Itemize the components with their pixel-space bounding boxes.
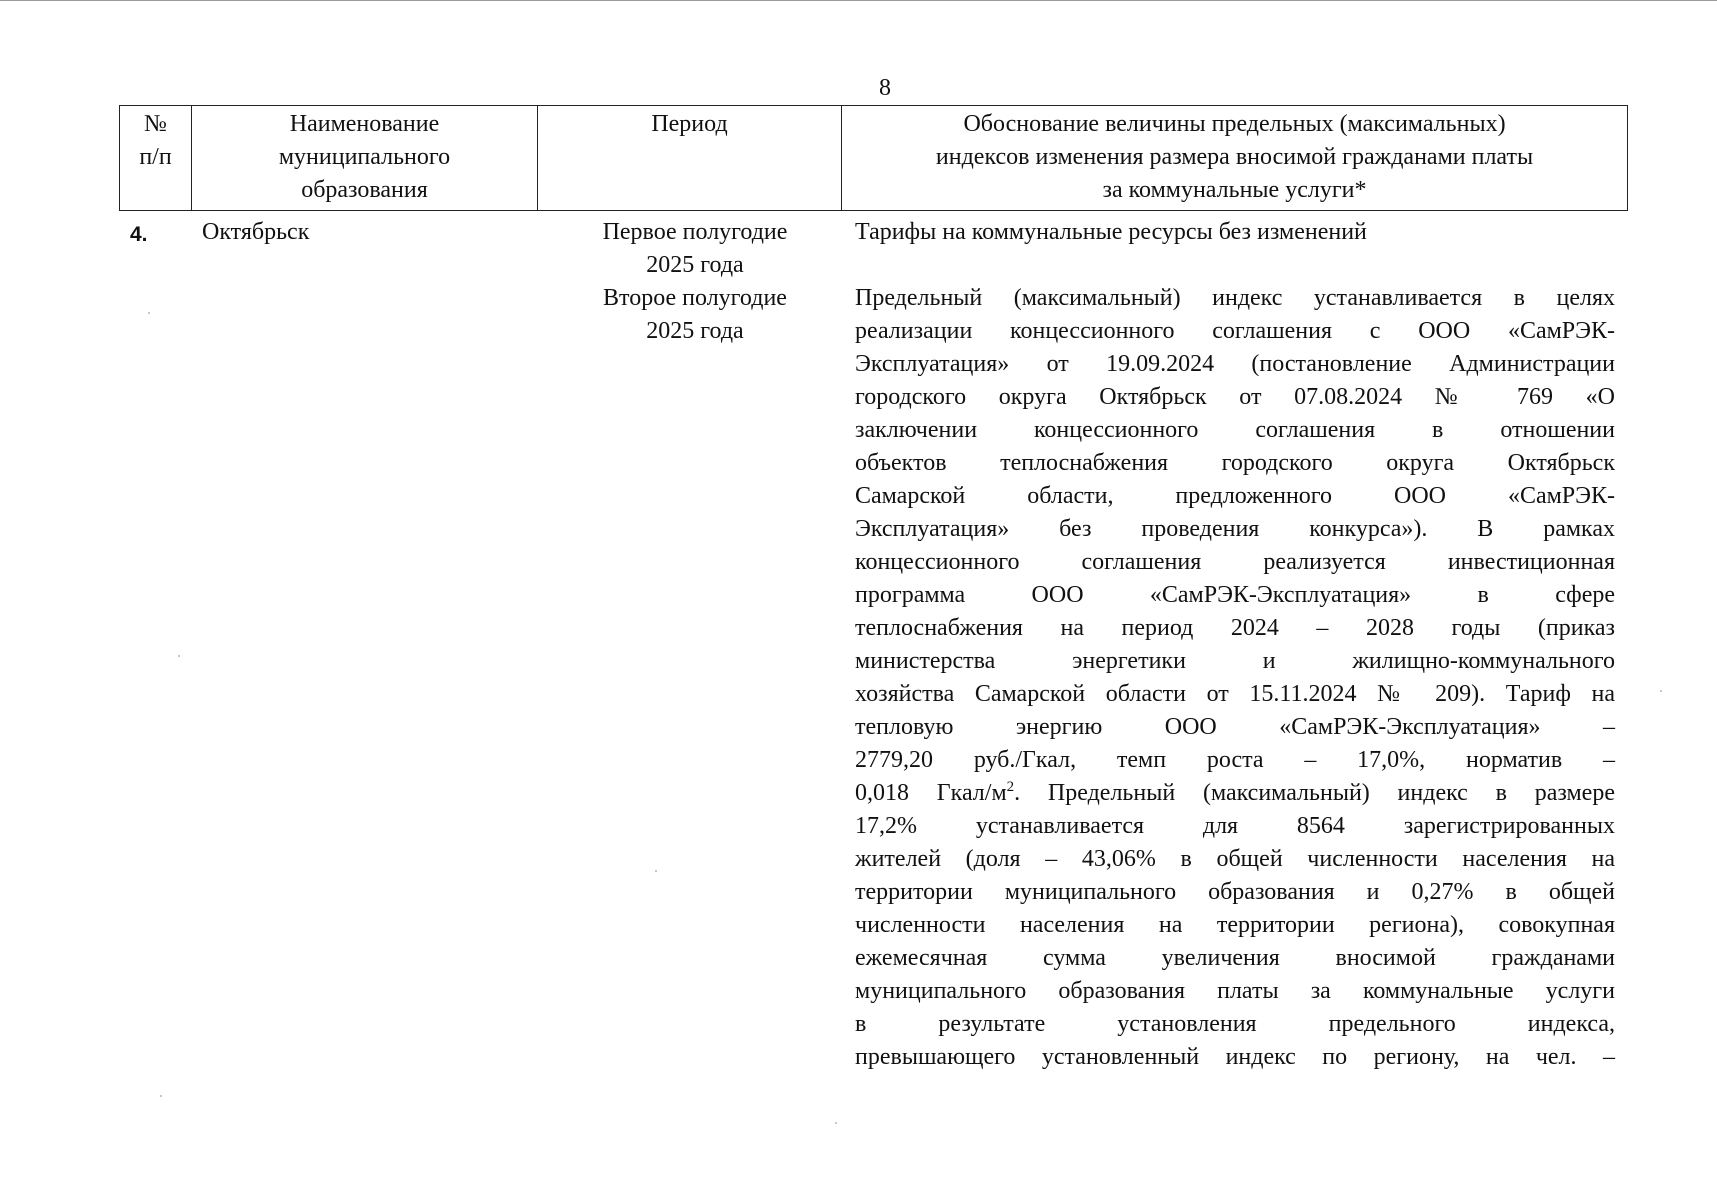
justification-line: территории муниципального образования и 0,27% в общей xyxy=(855,879,1615,905)
justification-line: превышающего установленный индекс по региону, на чел. – xyxy=(855,1044,1615,1070)
justification-line: хозяйства Самарской области от 15.11.2024 № 209). Тариф на xyxy=(855,681,1615,707)
justification-line: Самарской области, предложенного ООО «СамРЭК- xyxy=(855,483,1615,509)
justification-line: тепловую энергию ООО «СамРЭК-Эксплуатация» – xyxy=(855,714,1615,740)
justification-line: муниципального образования платы за коммунальные услуги xyxy=(855,978,1615,1004)
header-municipality-line: образования xyxy=(301,177,428,203)
scan-speck xyxy=(835,1122,837,1124)
justification-line: в результате установления предельного индекса, xyxy=(855,1011,1615,1037)
justification-line: Эксплуатация» от 19.09.2024 (постановление Администрации xyxy=(855,351,1615,377)
period-line: Второе полугодие xyxy=(603,285,787,311)
justification-line: теплоснабжения на период 2024 – 2028 годы (приказ xyxy=(855,615,1615,641)
header-row xyxy=(120,106,1628,211)
justification-sup-before: 0,018 Гкал/м xyxy=(855,780,1007,806)
row-municipality: Октябрьск xyxy=(202,219,310,245)
scan-speck xyxy=(148,312,150,314)
period-line: 2025 года xyxy=(646,318,744,344)
page-number: 8 xyxy=(879,75,891,101)
header-justification xyxy=(842,106,1628,211)
justification-line: Предельный (максимальный) индекс устанавливается в целях xyxy=(855,285,1615,311)
header-municipality xyxy=(192,106,538,211)
justification-line: 17,2% устанавливается для 8564 зарегистрированных xyxy=(855,813,1615,839)
justification-line: реализации концессионного соглашения с ООО «СамРЭК- xyxy=(855,318,1615,344)
justification-line-with-superscript xyxy=(855,777,1615,810)
justification-line: 2779,20 руб./Гкал, темп роста – 17,0%, норматив – xyxy=(855,747,1615,773)
scan-speck xyxy=(1660,690,1662,692)
justification-line: жителей (доля – 43,06% в общей численности населения на xyxy=(855,846,1615,872)
justification-sup-after: . Предельный (максимальный) индекс в размере xyxy=(1014,780,1615,806)
header-justification-line: индексов изменения размера вносимой гражданами платы xyxy=(935,144,1534,170)
justification-line: заключении концессионного соглашения в отношении xyxy=(855,417,1615,443)
indices-table-header xyxy=(119,105,1628,211)
period-line: Первое полугодие xyxy=(602,219,788,245)
justification-line: городского округа Октябрьск от 07.08.2024 № 769 «О xyxy=(855,384,1615,410)
header-municipality-line: Наименование xyxy=(289,111,440,137)
header-justification-line: Обоснование величины предельных (максимальных) xyxy=(963,111,1506,137)
header-justification-line: за коммунальные услуги* xyxy=(1102,177,1367,203)
header-municipality-line: муниципального xyxy=(278,144,451,170)
row-period xyxy=(560,216,830,348)
header-number xyxy=(120,106,192,211)
scan-speck xyxy=(160,1095,162,1097)
row-number: 4. xyxy=(130,223,148,246)
header-period-line: Период xyxy=(651,111,728,137)
justification-line: Эксплуатация» без проведения конкурса»). В рамках xyxy=(855,516,1615,542)
justification-summary: Тарифы на коммунальные ресурсы без изменений xyxy=(855,219,1367,245)
justification-line: министерства энергетики и жилищно-коммунального xyxy=(855,648,1615,674)
superscript-two: 2 xyxy=(1006,779,1015,795)
scan-speck xyxy=(178,655,180,657)
header-period xyxy=(538,106,842,211)
justification-line: концессионного соглашения реализуется инвестиционная xyxy=(855,549,1615,575)
justification-line: объектов теплоснабжения городского округа Октябрьск xyxy=(855,450,1615,476)
page-top-edge xyxy=(0,0,1717,1)
scan-speck xyxy=(655,870,657,872)
justification-line: ежемесячная сумма увеличения вносимой гражданами xyxy=(855,945,1615,971)
justification-line: численности населения на территории региона), совокупная xyxy=(855,912,1615,938)
header-number-line: п/п xyxy=(139,144,172,170)
row-justification xyxy=(855,216,1615,1074)
justification-line: программа ООО «СамРЭК-Эксплуатация» в сфере xyxy=(855,582,1615,608)
justification-paragraph xyxy=(855,282,1615,1074)
period-line: 2025 года xyxy=(646,252,744,278)
header-number-line: № xyxy=(144,111,167,137)
